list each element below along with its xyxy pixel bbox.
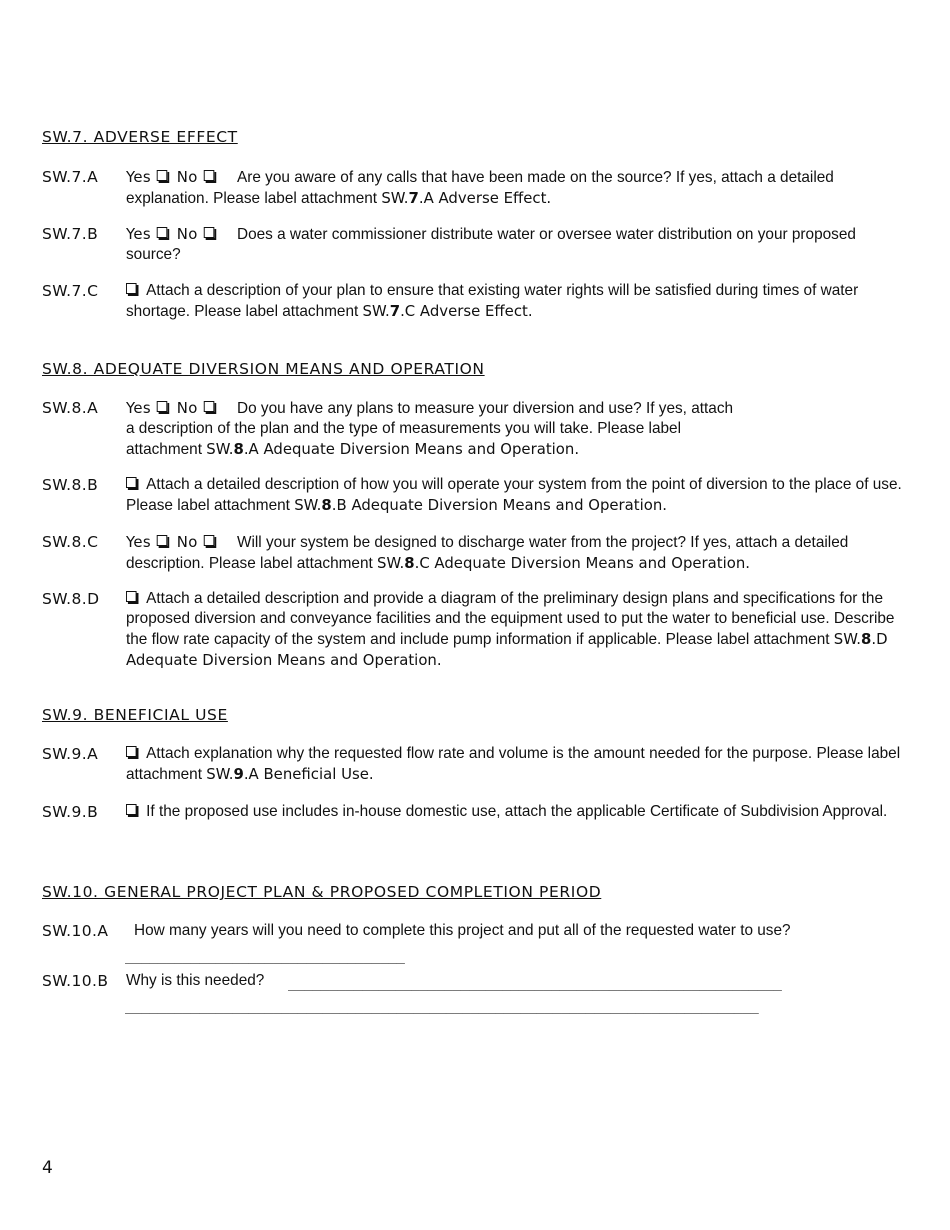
no-checkbox[interactable] [203, 227, 214, 238]
yes-checkbox[interactable] [157, 535, 168, 546]
section-title-sw9: SW.9. BENEFICIAL USE [42, 706, 228, 724]
no-checkbox[interactable] [203, 170, 214, 181]
attach-checkbox[interactable] [126, 283, 137, 294]
question-code: SW.7.C [42, 282, 99, 300]
no-label: No [176, 225, 198, 243]
attach-checkbox[interactable] [126, 804, 137, 815]
question-text: Attach a detailed description and provide a diagram of the preliminary design plans and specifications for the proposed diversion and conveyance facilities and the equipment used to put the water to beneficial use. Describe the flow rate capacity of the system and include pump information if applicable. Please label attachment [126, 590, 895, 648]
section-title-sw7: SW.7. ADVERSE EFFECT [42, 128, 238, 146]
attach-checkbox[interactable] [126, 591, 137, 602]
attachment-label: SW.8.D Adequate Diversion Means and Operation. [126, 630, 888, 669]
question-text: If the proposed use includes in-house domestic use, attach the applicable Certificate of Subdivision Approval. [146, 803, 888, 820]
yes-checkbox[interactable] [157, 227, 168, 238]
question-text: Attach a detailed description of how you will operate your system from the point of diversion to the place of use. Please label attachment [126, 476, 902, 514]
question-text: Why is this needed? [126, 972, 265, 989]
attachment-label: SW.7.A Adverse Effect. [381, 189, 552, 207]
page-number: 4 [42, 1158, 53, 1178]
question-text: Are you aware of any calls that have been made on the source? If yes, attach a detailed explanation. Please label attachment [126, 169, 834, 207]
question-code: SW.10.A [42, 922, 109, 940]
question-sw8a [42, 398, 912, 460]
question-sw7b [42, 224, 912, 265]
question-sw8b [42, 475, 912, 516]
question-code: SW.9.B [42, 803, 99, 821]
question-text: Attach explanation why the requested flow rate and volume is the amount needed for the purpose. Please label attachment [126, 745, 901, 783]
attachment-label: SW.8.C Adequate Diversion Means and Operation. [377, 554, 751, 572]
question-text: Attach a description of your plan to ensure that existing water rights will be satisfied during times of water shortage. Please label attachment [126, 282, 859, 320]
question-text: Does a water commissioner distribute water or oversee water distribution on your proposed source? [126, 226, 856, 263]
yes-checkbox[interactable] [157, 401, 168, 412]
question-code: SW.7.A [42, 168, 99, 186]
question-sw9b [42, 802, 912, 822]
question-code: SW.8.C [42, 533, 99, 551]
attachment-label: SW.8.B Adequate Diversion Means and Operation. [294, 496, 668, 514]
question-text: How many years will you need to complete this project and put all of the requested water to use? [134, 922, 791, 939]
question-code: SW.7.B [42, 225, 99, 243]
answer-line-sw10b-1[interactable]: ____________________________________________________________ [288, 975, 782, 991]
no-checkbox[interactable] [203, 401, 214, 412]
no-label: No [176, 399, 198, 417]
no-checkbox[interactable] [203, 535, 214, 546]
question-sw7a [42, 167, 912, 209]
no-label: No [176, 168, 198, 186]
question-sw8c [42, 532, 912, 574]
yes-label: Yes [126, 399, 151, 417]
yes-label: Yes [126, 225, 151, 243]
yes-label: Yes [126, 168, 151, 186]
attachment-label: SW.8.A Adequate Diversion Means and Operation. [206, 440, 580, 458]
answer-line-sw10a[interactable]: __________________________________ [125, 948, 405, 964]
yes-label: Yes [126, 533, 151, 551]
question-sw10a [42, 921, 912, 941]
question-code: SW.9.A [42, 745, 99, 763]
question-text: Do you have any plans to measure your diversion and use? If yes, attach a description of the plan and the type of measurements you will take. Please label attachment [126, 400, 734, 458]
attachment-label: SW.9.A Beneficial Use. [206, 765, 374, 783]
yes-checkbox[interactable] [157, 170, 168, 181]
attach-checkbox[interactable] [126, 477, 137, 488]
question-sw7c [42, 281, 912, 322]
attachment-label: SW.7.C Adverse Effect. [362, 302, 533, 320]
question-text: Will your system be designed to discharge water from the project? If yes, attach a detailed description. Please label attachment [126, 534, 849, 572]
question-sw8d [42, 589, 912, 671]
question-code: SW.8.D [42, 590, 100, 608]
attach-checkbox[interactable] [126, 746, 137, 757]
section-title-sw10: SW.10. GENERAL PROJECT PLAN & PROPOSED COMPLETION PERIOD [42, 883, 602, 901]
answer-line-sw10b-2[interactable]: _____________________________________________________________________________ [125, 998, 759, 1014]
section-title-sw8: SW.8. ADEQUATE DIVERSION MEANS AND OPERATION [42, 360, 485, 378]
question-code: SW.8.A [42, 399, 99, 417]
question-code: SW.8.B [42, 476, 99, 494]
no-label: No [176, 533, 198, 551]
question-code: SW.10.B [42, 972, 109, 990]
question-sw9a [42, 744, 912, 785]
